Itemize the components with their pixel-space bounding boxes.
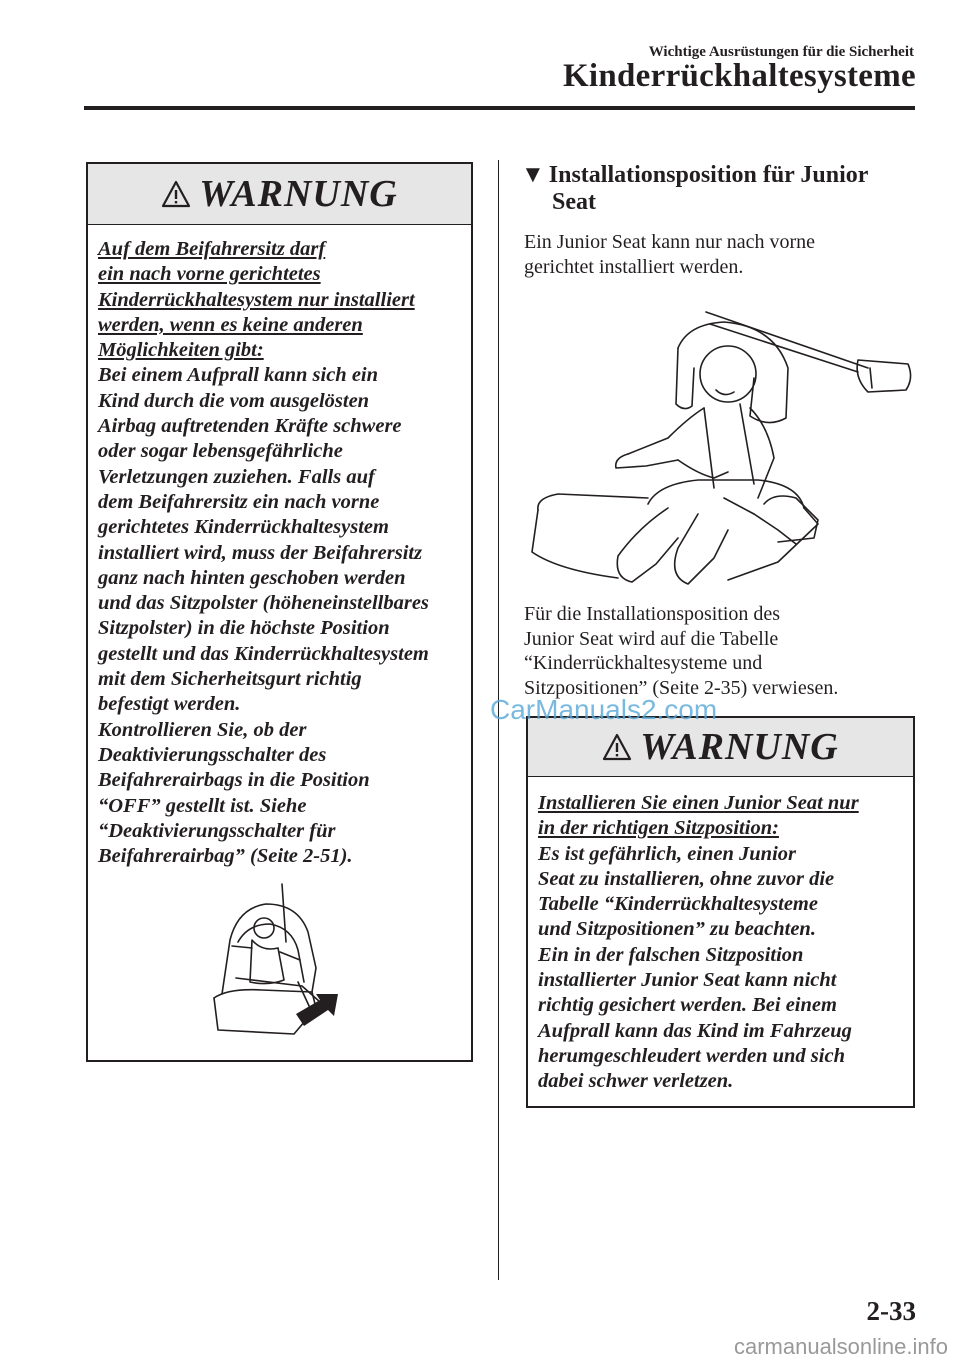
warning-text-line: “Deaktivierungsschalter für [98, 819, 336, 842]
left-warning-box [86, 162, 473, 1062]
right-warning-body [528, 777, 913, 1095]
warning-underlined-line: Installieren Sie einen Junior Seat nur [538, 792, 859, 814]
warning-text-line: Beifahrerairbag” (Seite 2-51). [98, 845, 353, 868]
warning-text-line: dabei schwer verletzen. [538, 1070, 734, 1093]
right-warning-box [526, 716, 915, 1108]
warning-text-line: Kind durch die vom ausgelösten [98, 389, 370, 412]
right-warning-title: WARNUNG [640, 726, 839, 768]
warning-text-line: ganz nach hinten geschoben werden [98, 566, 406, 589]
section-heading-line1: Installationsposition für Junior [548, 162, 869, 188]
warning-text-line: gestellt und das Kinderrückhaltesystem [98, 642, 429, 665]
warning-underlined-line: Auf dem Beifahrersitz darf [98, 238, 326, 260]
footer-watermark: carmanualsonline.info [733, 1334, 948, 1359]
warning-text-line: Bei einem Aufprall kann sich ein [98, 364, 379, 387]
warning-text-line: Aufprall kann das Kind im Fahrzeug [538, 1019, 852, 1042]
warning-text-line: Tabelle “Kinderrückhaltesysteme [538, 893, 818, 916]
reference-paragraph [524, 602, 838, 700]
paragraph-line: Für die Installationsposition des [524, 603, 781, 625]
warning-underlined-line: ein nach vorne gerichtetes [98, 263, 321, 286]
warning-text-line: und das Sitzpolster (höheneinstellbares [98, 592, 429, 615]
left-warning-body [88, 225, 471, 869]
paragraph-line: Ein Junior Seat kann nur nach vorne [524, 231, 816, 253]
warning-text-line: Beifahrerairbags in die Position [98, 769, 370, 792]
left-warning-header [88, 164, 471, 225]
warning-text-line: Verletzungen zuziehen. Falls auf [98, 465, 375, 488]
warning-text-line: Sitzpolster) in die höchste Position [98, 617, 390, 640]
warning-text-line: Kontrollieren Sie, ob der [98, 718, 307, 741]
paragraph-line: Junior Seat wird auf die Tabelle [524, 627, 779, 650]
warning-text-line: mit dem Sicherheitsgurt richtig [98, 668, 362, 691]
warning-text-line: und Sitzpositionen” zu beachten. [538, 918, 816, 941]
warning-underlined-line: werden, wenn es keine anderen [98, 313, 363, 336]
warning-text-line: Airbag auftretenden Kräfte schwere [98, 415, 402, 438]
paragraph-line: gerichtet installiert werden. [524, 255, 744, 278]
junior-seat-illustration [528, 308, 914, 594]
warning-underlined-line: in der richtigen Sitzposition: [538, 817, 779, 840]
warning-triangle-icon [161, 179, 191, 209]
intro-paragraph [524, 230, 815, 279]
warning-triangle-icon [602, 732, 632, 762]
paragraph-line: Sitzpositionen” (Seite 2-35) verwiesen. [524, 676, 839, 699]
warning-text-line: Ein in der falschen Sitzposition [538, 943, 804, 966]
warning-text-line: Seat zu installieren, ohne zuvor die [538, 867, 835, 890]
warning-text-line: dem Beifahrersitz ein nach vorne [98, 490, 380, 513]
warning-text-line: Es ist gefährlich, einen Junior [538, 842, 797, 865]
section-heading [521, 162, 868, 216]
paragraph-line: “Kinderrückhaltesysteme und [524, 652, 763, 674]
warning-text-line: Deaktivierungsschalter des [98, 743, 327, 766]
warning-underlined-line: Möglichkeiten gibt: [98, 339, 264, 362]
warning-text-line: richtig gesichert werden. Bei einem [538, 994, 837, 1017]
warning-text-line: befestigt werden. [98, 693, 241, 716]
right-warning-header [528, 718, 913, 777]
page-number: 2-33 [866, 1296, 916, 1326]
warning-text-line: installiert wird, muss der Beifahrersitz [98, 541, 423, 564]
warning-underlined-line: Kinderrückhaltesystem nur installiert [98, 288, 415, 311]
warning-text-line: gerichtetes Kinderrückhaltesystem [98, 516, 389, 539]
header-subtitle: Wichtige Ausrüstungen für die Sicherheit [648, 44, 914, 60]
watermark-text: CarManuals2.com [490, 694, 718, 725]
warning-text-line: “OFF” gestellt ist. Siehe [98, 794, 307, 817]
warning-text-line: oder sogar lebensgefährliche [98, 440, 343, 463]
left-warning-title: WARNUNG [199, 173, 398, 215]
warning-text-line: herumgeschleudert werden und sich [538, 1044, 845, 1067]
header-title: Kinderrückhaltesysteme [562, 58, 916, 94]
triangle-bullet-icon: ▼ [521, 162, 545, 188]
section-heading-line2: Seat [552, 189, 596, 215]
rear-facing-child-seat-illustration [208, 882, 358, 1052]
warning-text-line: installierter Junior Seat kann nicht [538, 969, 837, 992]
header-rule [84, 106, 915, 110]
